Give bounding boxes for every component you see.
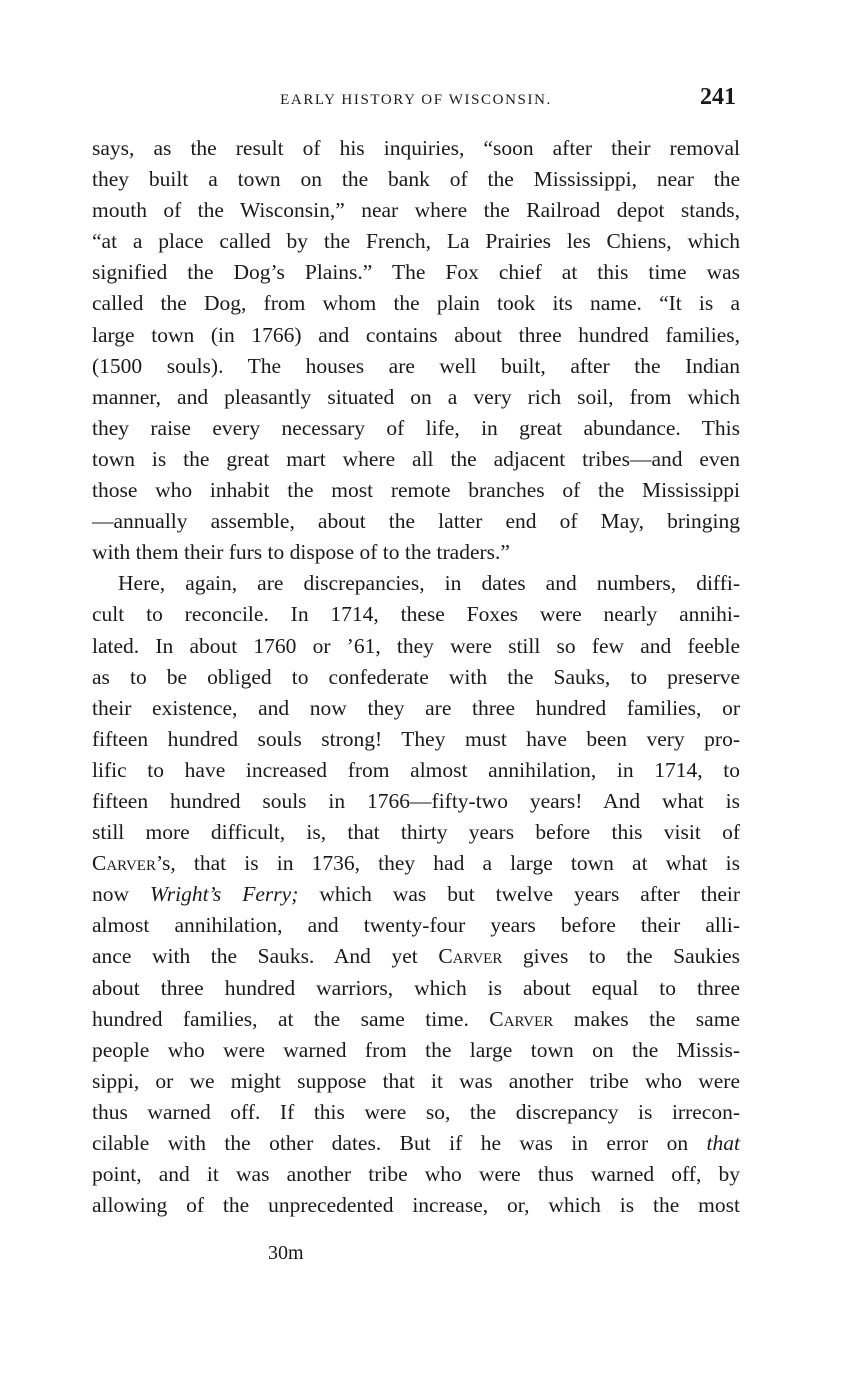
text-line: manner, and pleasantly situated on a very rich soil, from which [92,384,740,409]
line-text: ance with the Sauks. And yet [92,944,439,969]
text-line: they built a town on the bank of the Mississippi, near the [92,167,740,192]
text-line: (1500 souls). The houses are well built, after the Indian [92,353,740,378]
line-text: makes the same [553,1006,740,1031]
text-line: called the Dog, from whom the plain took its name. “It is a [92,291,740,316]
text-line: lated. In about 1760 or ’61, they were still so few and feeble [92,633,740,658]
italic-text: Wright’s Ferry; [150,882,299,907]
text-line: fifteen hundred souls in 1766—fifty-two years! And what is [92,788,740,813]
small-caps-name: Carver [489,1006,554,1031]
text-line: as to be obliged to confederate with the Sauks, to preserve [92,664,740,689]
text-line [92,1004,740,1035]
page-header [92,84,740,120]
line-text: hundred families, at the same time. [92,1006,490,1031]
text-line [92,879,740,910]
text-line: those who inhabit the most remote branches of the Mississippi [92,478,740,503]
text-line [92,941,740,972]
text-line [92,1128,740,1159]
text-line: point, and it was another tribe who were thus warned off, by [92,1162,740,1187]
text-line: people who were warned from the large town on the Missis- [92,1037,740,1062]
running-head: EARLY HISTORY OF WISCONSIN. [280,92,552,108]
text-line: fifteen hundred souls strong! They must have been very pro- [92,726,740,751]
text-line: mouth of the Wisconsin,” near where the Railroad depot stands, [92,198,740,223]
line-text: gives to the Saukies [502,944,740,969]
text-line: almost annihilation, and twenty-four years before their alli- [92,913,740,938]
signature-mark: 30m [268,1242,304,1264]
text-line: signified the Dog’s Plains.” The Fox chief at this time was [92,260,740,285]
small-caps-name: Carver [92,851,156,876]
line-text: now [92,882,150,907]
text-line: lific to have increased from almost annihilation, in 1714, to [92,757,740,782]
small-caps-name: Carver [438,944,503,969]
page-number: 241 [700,84,736,110]
line-text: cilable with the other dates. But if he was in error on [92,1131,707,1155]
text-line: large town (in 1766) and contains about three hundred families, [92,322,740,347]
text-line: “at a place called by the French, La Prairies les Chiens, which [92,229,740,254]
text-line: cult to reconcile. In 1714, these Foxes were nearly annihi- [92,602,740,627]
text-line: their existence, and now they are three hundred families, or [92,695,740,720]
text-line: with them their furs to dispose of to the traders.” [92,540,510,565]
text-line [92,848,740,879]
line-text: ’s, that is in 1736, they had a large town at what is [155,851,740,876]
text-line: says, as the result of his inquiries, “soon after their removal [92,136,740,160]
italic-text: that [706,1131,740,1155]
text-line: still more difficult, is, that thirty years before this visit of [92,820,740,845]
text-line: sippi, or we might suppose that it was another tribe who were [92,1068,740,1093]
text-line: thus warned off. If this were so, the discrepancy is irrecon- [92,1099,740,1124]
text-line: about three hundred warriors, which is about equal to three [92,975,740,1000]
text-line: —annually assemble, about the latter end of May, bringing [92,509,740,534]
text-line: town is the great mart where all the adjacent tribes—and even [92,446,740,471]
text-line: Here, again, are discrepancies, in dates and numbers, diffi- [118,571,740,596]
line-text: which was but twelve years after their [298,882,741,907]
text-line: they raise every necessary of life, in great abundance. This [92,415,740,440]
text-line: allowing of the unprecedented increase, or, which is the most [92,1193,740,1218]
body-text [92,133,740,1221]
